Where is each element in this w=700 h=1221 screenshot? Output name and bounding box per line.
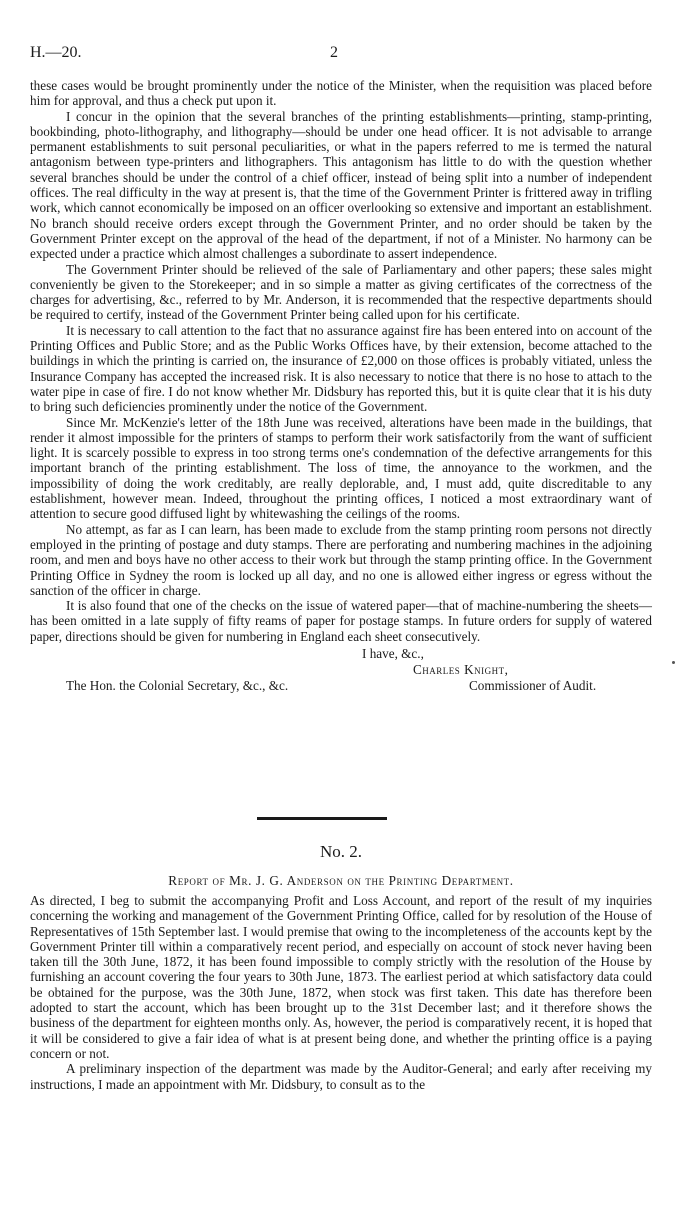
report-body [30, 893, 652, 1092]
paragraph: these cases would be brought prominently under the notice of the Minister, when the requisition was placed before him for approval, and thus a check put upon it. [30, 78, 652, 109]
paragraph: I concur in the opinion that the several branches of the printing establishments—printing, stamp-printing, bookbinding, photo-lithography, and lithography—should be under one head officer. It is not advisable to arrange permanent establishments to suit personal peculiarities, or what in the papers referred to me is termed the natural antagonism between type-printers and lithographers. This antagonism has little to do with the question whether several branches should be under the control of a chief officer, instead of being split into a number of independent offices. The real difficulty in the way at present is, that the time of the Government Printer is frittered away in trifling work, which cannot economically be imposed on an officer overlooking so extensive and important an establishment. No branch should receive orders except through the Government Printer, and no order should be taken by the Government Printer except on the approval of the head of the department, if not of a Minister. No harmony can be expected under a practice which almost challenges a subordinate to assert independence. [30, 108, 652, 262]
margin-mark [672, 661, 675, 664]
addressee: The Hon. the Colonial Secretary, &c., &c. [66, 677, 289, 693]
signatory-title: Commissioner of Audit. [469, 677, 597, 693]
signature-block [30, 644, 652, 694]
section-divider [257, 817, 387, 820]
letter-body [30, 78, 652, 694]
paragraph: It is also found that one of the checks on the issue of watered paper—that of machine-numbering the sheets—has been omitted in a late supply of fifty reams of paper for postage stamps. In future orders for supply of watered paper, directions should be given for numbering in England each sheet consecutively. [30, 598, 652, 644]
signatory-name: Charles Knight, [413, 661, 509, 677]
section-number: No. 2. [319, 842, 363, 861]
report-title: Report of Mr. J. G. Anderson on the Printing Department. [168, 873, 514, 888]
paragraph: No attempt, as far as I can learn, has been made to exclude from the stamp printing room persons not directly employed in the printing of postage and duty stamps. There are perforating and numbering machines in the adjoining room, and men and boys have no other access to their work but through the stamp printing office. In the Government Printing Office in Sydney the room is locked up all day, and no one is allowed either ingress or egress without the sanction of the officer in charge. [30, 521, 652, 598]
paragraph: A preliminary inspection of the department was made by the Auditor-General; and early after receiving my instructions, I made an appointment with Mr. Didsbury, to consult as to the [30, 1061, 652, 1092]
page-header [30, 44, 652, 66]
paragraph: It is necessary to call attention to the fact that no assurance against fire has been entered into on account of the Printing Offices and Public Store; and as the Public Works Offices have, by their extension, become attached to the buildings in which the printing is carried on, the insurance of £2,000 on those offices is probably vitiated, unless the Insurance Company has accepted the increased risk. It is also necessary to notice that there is no hose to attach to the water pipe in case of fire. I do not know whether Mr. Didsbury has reported this, but it is quite clear that it is his duty to bring such deficiencies prominently under the notice of the Government. [30, 322, 652, 415]
paragraph: Since Mr. McKenzie's letter of the 18th June was received, alterations have been made in the buildings, that render it almost impossible for the printers of stamps to perform their work satisfactorily from the want of sufficient light. It is scarcely possible to express in too strong terms one's condemnation of the defective arrangements for this important branch of the printing establishment. The loss of time, the annoyance to the workmen, and the impossibility of doing the work creditably, are really deplorable, and, I must add, quite discreditable to any establishment, however mean. Indeed, throughout the printing offices, I noticed a most extraordinary want of attention to secure good diffused light by whitewashing the ceilings of the rooms. [30, 414, 652, 522]
closing-line: I have, &c., [362, 645, 424, 661]
paper-reference: H.—20. [30, 44, 82, 61]
paragraph: The Government Printer should be relieved of the sale of Parliamentary and other papers; these sales might conveniently be given to the Storekeeper; and in so simple a matter as giving certificates of the correctness of the charges for advertising, &c., referred to by Mr. Anderson, it is recommended that the respective departments should be required to certify, instead of the Government Printer being called upon for his certificate. [30, 261, 652, 323]
page-number: 2 [330, 44, 338, 61]
paragraph: As directed, I beg to submit the accompanying Profit and Loss Account, and report of the result of my inquiries concerning the working and management of the Government Printing Office, called for by resolution of the House of Representatives of 15th September last. I would premise that owing to the incompleteness of the accounts kept by the Government Printer till within a comparatively recent period, and especially on account of stock never having been taken till the 30th June, 1872, it has been found impossible to comply strictly with the resolution of the House by furnishing an account covering the four years to 30th June, 1873. The earliest period at which satisfactory data could be obtained for the purpose, was the 30th June, 1872, when stock was first taken. This date has therefore been adopted to start the account, which has been brought up to the 31st December last; and it therefore shows the business of the department for eighteen months only. As, however, the period is comparatively recent, it is hoped that it will be considered to give a fair idea of what is at present being done, and whether the printing office is a paying concern or not. [30, 893, 652, 1061]
